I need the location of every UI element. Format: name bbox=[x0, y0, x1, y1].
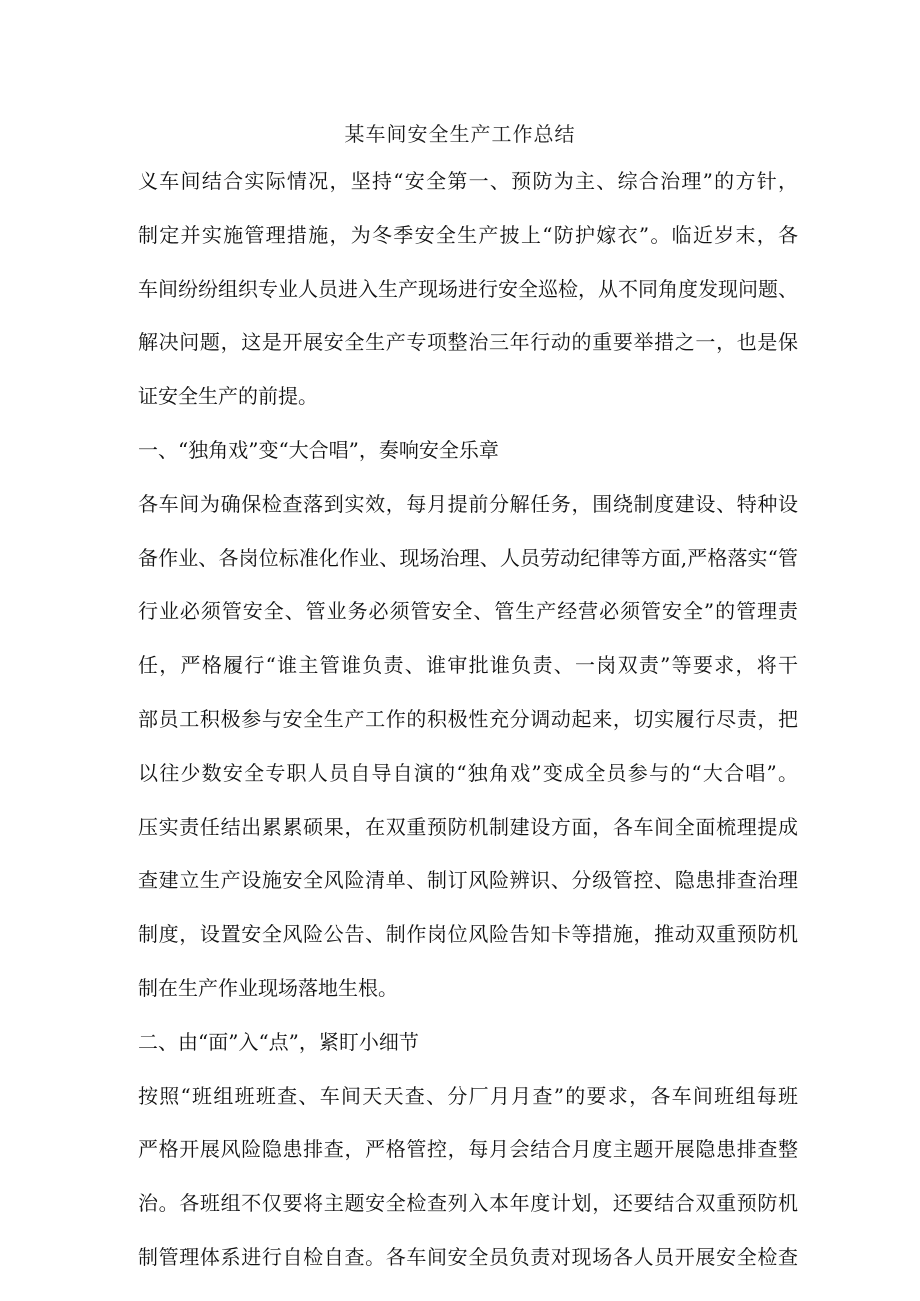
text-line: 压实责任结出累累硕果，在双重预防机制建设方面，各车间全面梳理提成 bbox=[138, 814, 798, 839]
text-line: 任，严格履行“谁主管谁负责、谁审批谁负责、一岗双责”等要求，将干 bbox=[138, 653, 798, 678]
text-line: 行业必须管安全、管业务必须管安全、管生产经营必须管安全”的管理责 bbox=[138, 599, 798, 624]
text-line: 制度，设置安全风险公告、制作岗位风险告知卡等措施，推动双重预防机 bbox=[138, 922, 798, 947]
text-line: 制管理体系进行自检自查。各车间安全员负责对现场各人员开展安全检查 bbox=[138, 1244, 798, 1269]
text-line: 一、“独角戏”变“大合唱”，奏响安全乐章 bbox=[138, 437, 499, 462]
text-line: 解决问题，这是开展安全生产专项整治三年行动的重要举措之一，也是保 bbox=[138, 330, 798, 355]
text-line: 车间纷纷组织专业人员进入生产现场进行安全巡检，从不同角度发现问题、 bbox=[138, 276, 798, 301]
text-line: 严格开展风险隐患排查，严格管控，每月会结合月度主题开展隐患排查整 bbox=[138, 1137, 798, 1162]
text-line: 治。各班组不仅要将主题安全检查列入本年度计划，还要结合双重预防机 bbox=[138, 1191, 798, 1216]
text-line: 制在生产作业现场落地生根。 bbox=[138, 975, 398, 1000]
text-line: 部员工积极参与安全生产工作的积极性充分调动起来，切实履行尽责，把 bbox=[138, 706, 798, 731]
text-line: 各车间为确保检查落到实效，每月提前分解任务，围绕制度建设、特种设 bbox=[138, 491, 798, 516]
document-title: 某车间安全生产工作总结 bbox=[344, 122, 576, 146]
document-body bbox=[138, 164, 798, 1294]
text-line: 备作业、各岗位标准化作业、现场治理、人员劳动纪律等方面,严格落实“管 bbox=[138, 545, 798, 570]
text-line: 二、由“面”入“点”，紧盯小细节 bbox=[138, 1029, 419, 1054]
text-line: 按照“班组班班查、车间天天查、分厂月月查”的要求，各车间班组每班 bbox=[138, 1083, 798, 1108]
text-line: 制定并实施管理措施，为冬季安全生产披上“防护嫁衣”。临近岁末，各 bbox=[138, 222, 798, 247]
text-line: 以往少数安全专职人员自导自演的“独角戏”变成全员参与的“大合唱”。 bbox=[138, 760, 798, 785]
text-line: 义车间结合实际情况，坚持“安全第一、预防为主、综合治理”的方针， bbox=[138, 169, 798, 193]
text-line: 查建立生产设施安全风险清单、制订风险辨识、分级管控、隐患排查治理 bbox=[138, 868, 798, 893]
text-line: 证安全生产的前提。 bbox=[138, 384, 318, 409]
